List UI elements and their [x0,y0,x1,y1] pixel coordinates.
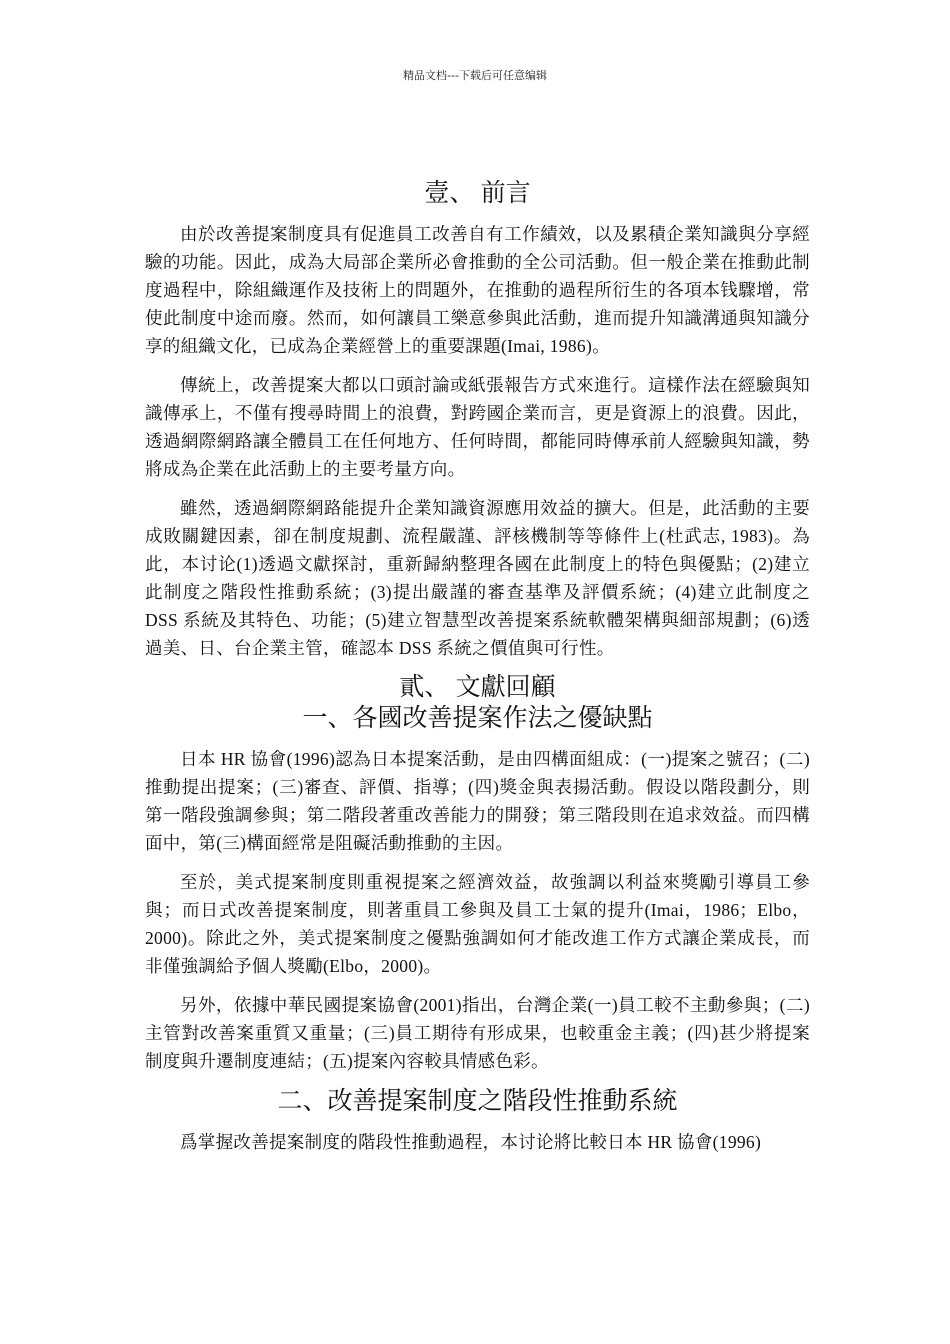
subsection-title-staged-system: 二、改善提案制度之階段性推動系統 [277,1088,678,1115]
paragraph: 日本 HR 協會(1996)認為日本提案活動，是由四構面組成：(一)提案之號召；(二)推動提出提案；(三)審查、評價、指導；(四)獎金與表揚活動。假设以階段劃分，則第一階段強調參與；第二階段著重改善能力的開發；第三階段則在追求效益。而四構面中，第(三)構面經常是阻礙活動推動的主因。 [145,749,810,853]
paragraph: 雖然，透過網際網路能提升企業知識資源應用效益的擴大。但是，此活動的主要成敗關鍵因素，卻在制度規劃、流程嚴謹、評核機制等等條件上(杜武志, 1983)。為此，本讨论(1)透過文獻探討，重新歸納整理各國在此制度上的特色與優點；(2)建立此制度之階段性推動系統；(3)提出嚴謹的審查基準及評價系統；(4)建立此制度之 DSS 系統及其特色、功能；(5)建立智慧型改善提案系統軟體架構與細部規劃；(6)透過美、日、台企業主管，確認本 DSS 系統之價值與可行性。 [145,498,810,658]
section-title-literature-review: 貳、 文獻回顧 [399,674,556,701]
paragraph: 傳統上，改善提案大都以口頭討論或紙張報告方式來進行。這樣作法在經驗與知識傳承上，不僅有搜尋時間上的浪費，對跨國企業而言，更是資源上的浪費。因此，透過網際網路讓全體員工在任何地方、任何時間，都能同時傳承前人經驗與知識，勢將成為企業在此活動上的主要考量方向。 [145,375,810,479]
subsection-title-pros-cons: 一、各國改善提案作法之優缺點 [302,705,653,732]
paragraph: 至於，美式提案制度則重視提案之經濟效益，故強調以利益來獎勵引導員工參與；而日式改善提案制度，則著重員工參與及員工士氣的提升(Imai，1986；Elbo，2000)。除此之外，美式提案制度之優點強調如何才能改進工作方式讓企業成長，而非僅強調給予個人獎勵(Elbo，2000)。 [145,872,810,976]
document-body [145,178,810,1167]
paragraph: 由於改善提案制度具有促進員工改善自有工作績效，以及累積企業知識與分享經驗的功能。因此，成為大局部企業所必會推動的全公司活動。但一般企業在推動此制度過程中，除組織運作及技術上的問題外，在推動的過程所衍生的各項本钱驟增，常使此制度中途而廢。然而，如何讓員工樂意參與此活動，進而提升知識溝通與知識分享的組織文化，已成為企業經營上的重要課題(Imai, 1986)。 [145,224,810,356]
paragraph: 另外，依據中華民國提案協會(2001)指出，台灣企業(一)員工較不主動參與；(二)主管對改善案重質又重量；(三)員工期待有形成果，也較重金主義；(四)甚少將提案制度與升遷制度連結；(五)提案內容較具情感色彩。 [145,995,810,1071]
section-title-foreword: 壹、 前言 [424,180,531,207]
paragraph: 爲掌握改善提案制度的階段性推動過程，本讨论將比較日本 HR 協會(1996) [180,1132,762,1152]
header-note: 精品文档---下载后可任意编辑 [403,69,547,82]
